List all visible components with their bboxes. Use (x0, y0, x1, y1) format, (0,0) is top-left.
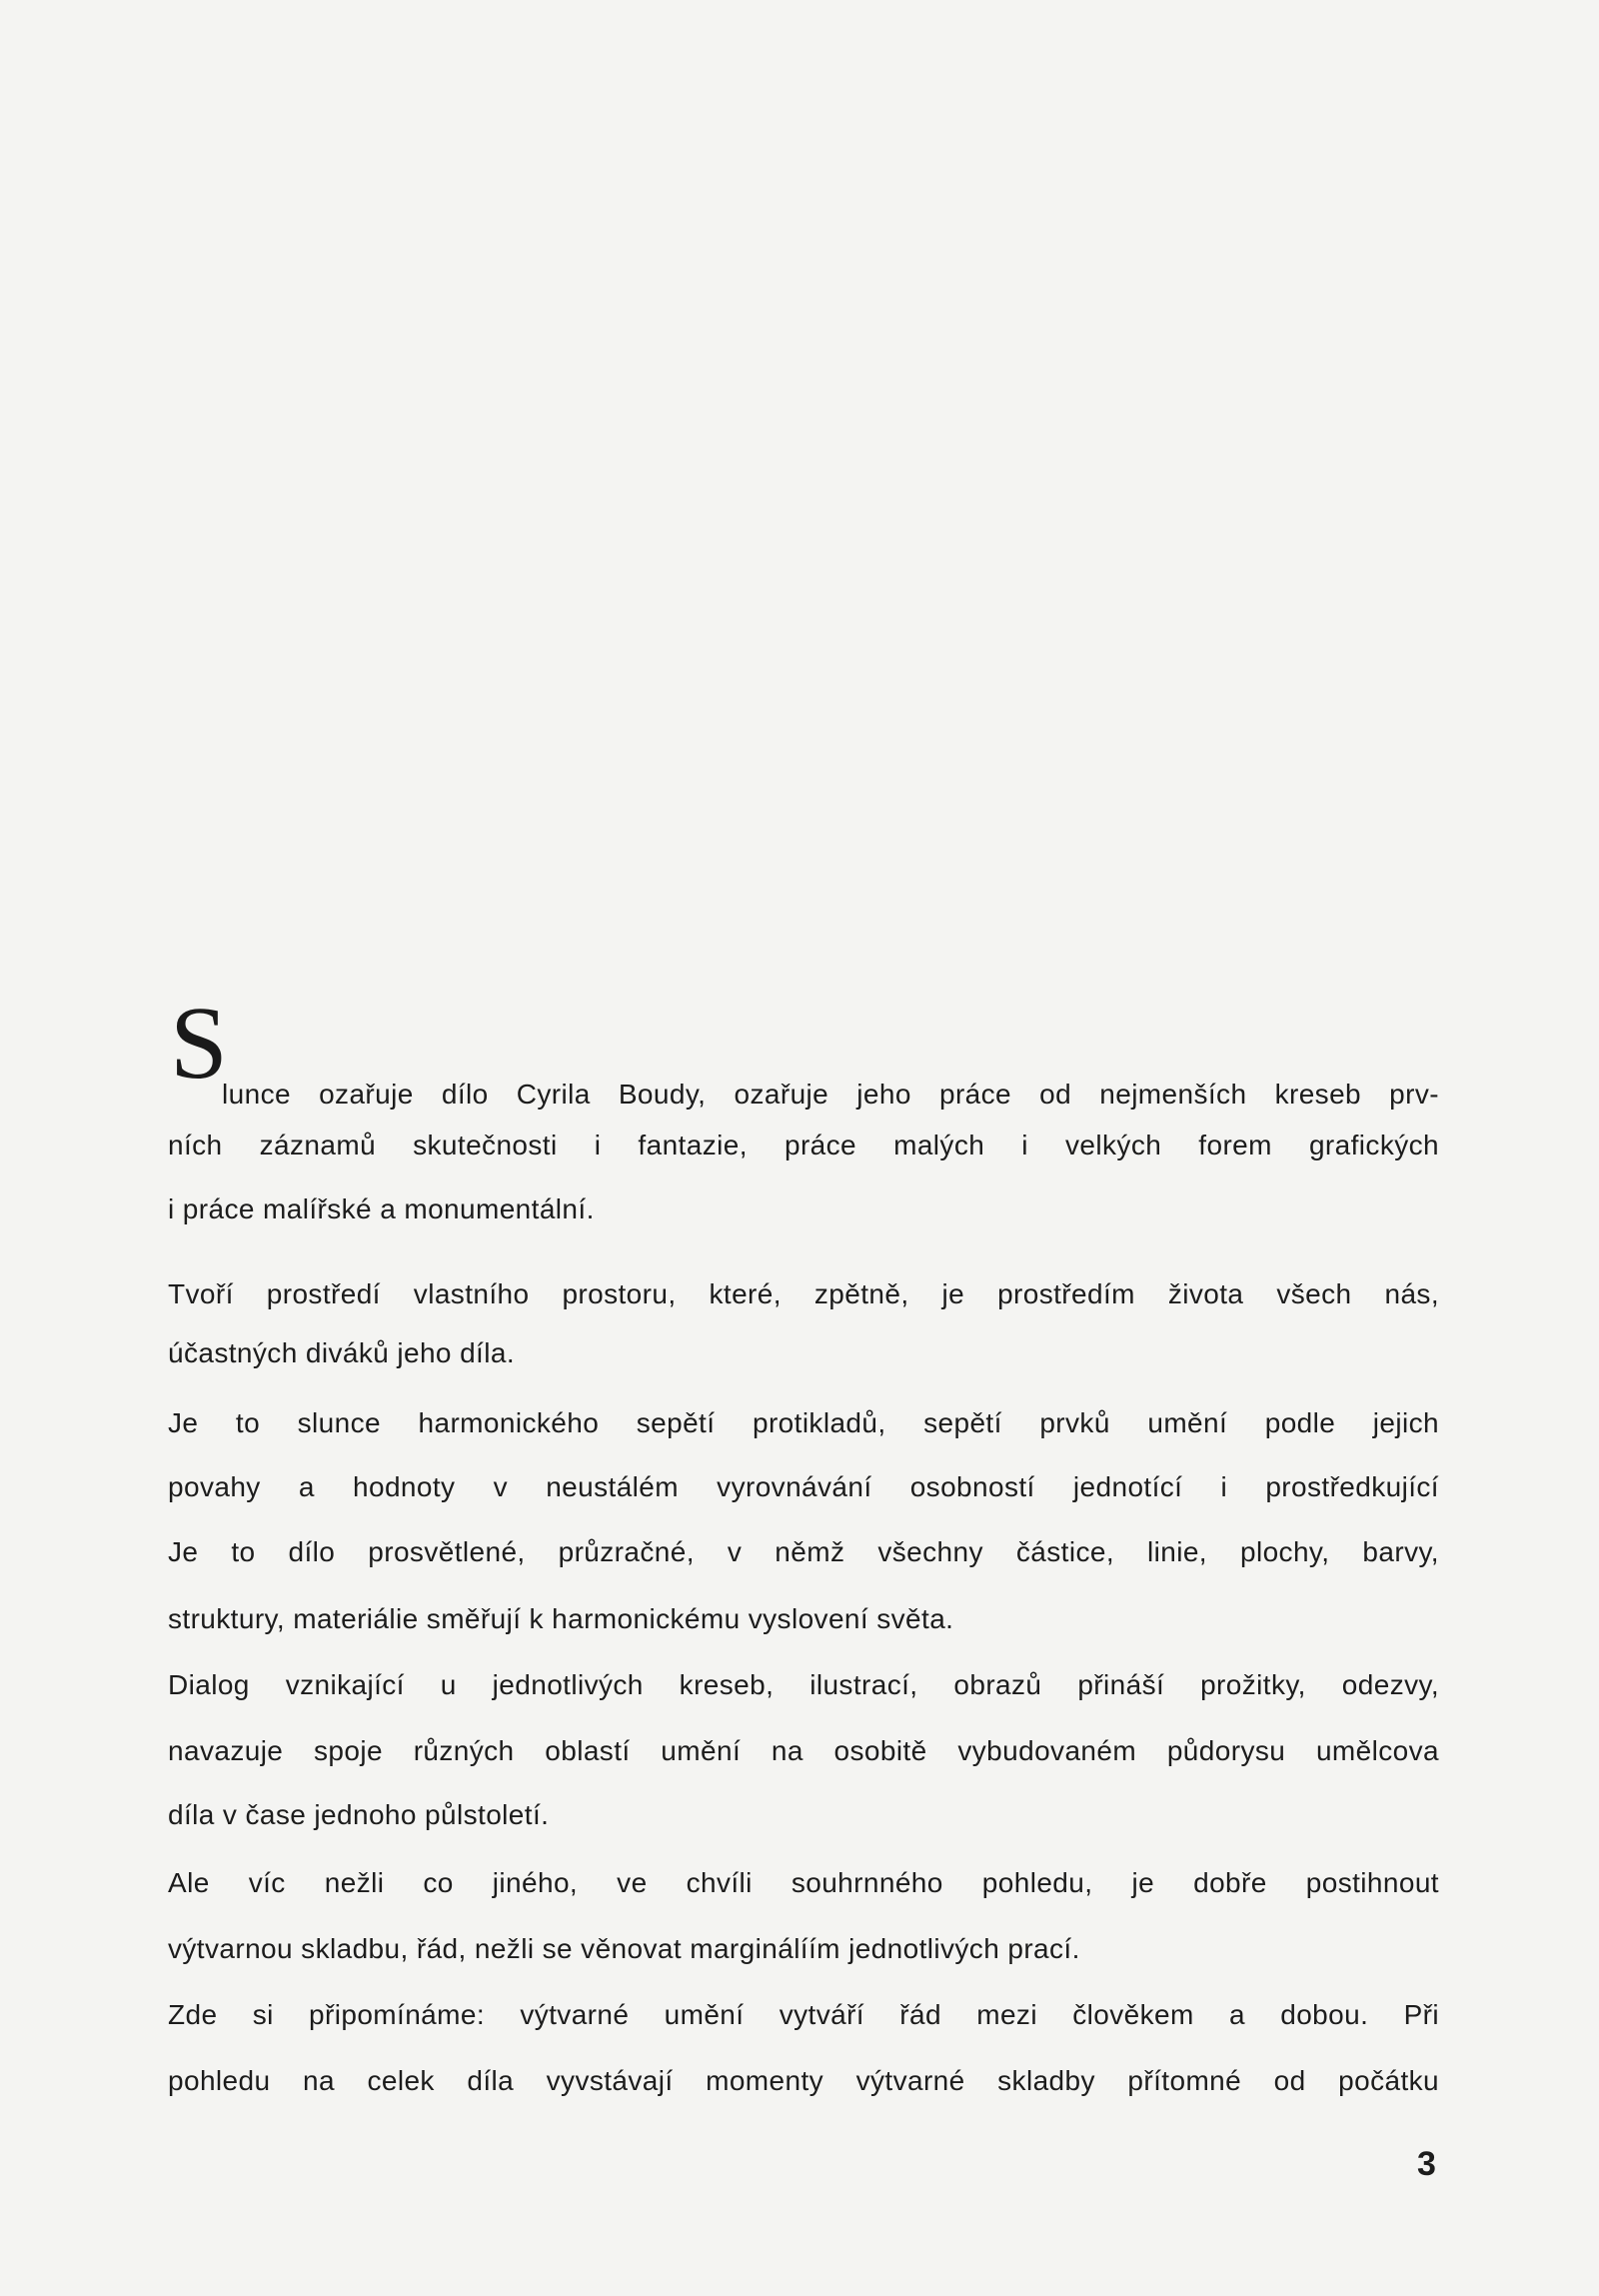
paragraph-line: výtvarnou skladbu, řád, nežli se věnovat marginálíím jednotlivých prací. (168, 1933, 1080, 1964)
page-number: 3 (1417, 2145, 1436, 2183)
paragraph-line: navazuje spoje různých oblastí umění na osobitě vybudovaném půdorysu umělcova (168, 1735, 1439, 1766)
paragraph-line: díla v čase jednoho půlstoletí. (168, 1799, 550, 1830)
paragraph-line: i práce malířské a monumentální. (168, 1193, 595, 1224)
paragraph-line: Tvoří prostředí vlastního prostoru, které, zpětně, je prostředím života všech nás, (168, 1278, 1439, 1309)
paragraph-line: pohledu na celek díla vyvstávají momenty výtvarné skladby přítomné od počátku (168, 2065, 1439, 2096)
paragraph-line: ních záznamů skutečnosti i fantazie, práce malých i velkých forem grafických (168, 1130, 1439, 1160)
paragraph-line: Je to slunce harmonického sepětí protikladů, sepětí prvků umění podle jejich (168, 1407, 1439, 1438)
paragraph-line: povahy a hodnoty v neustálém vyrovnávání osobností jednotící i prostředkující (168, 1471, 1439, 1502)
drop-cap-initial: S (170, 986, 228, 1101)
paragraph-line: Je to dílo prosvětlené, průzračné, v němž všechny částice, linie, plochy, barvy, (168, 1536, 1439, 1567)
paragraph-line: Ale víc nežli co jiného, ve chvíli souhrnného pohledu, je dobře postihnout (168, 1867, 1439, 1898)
paragraph-line: Zde si připomínáme: výtvarné umění vytváří řád mezi člověkem a dobou. Při (168, 1999, 1439, 2030)
paragraph-line: účastných diváků jeho díla. (168, 1337, 516, 1368)
paragraph-line: Dialog vznikající u jednotlivých kreseb, ilustrací, obrazů přináší prožitky, odezvy, (168, 1669, 1439, 1700)
paragraph-line: struktury, materiálie směřují k harmonickému vyslovení světa. (168, 1603, 954, 1634)
paragraph-line-first: lunce ozařuje dílo Cyrila Boudy, ozařuje jeho práce od nejmenších kreseb prv- (222, 1079, 1439, 1110)
